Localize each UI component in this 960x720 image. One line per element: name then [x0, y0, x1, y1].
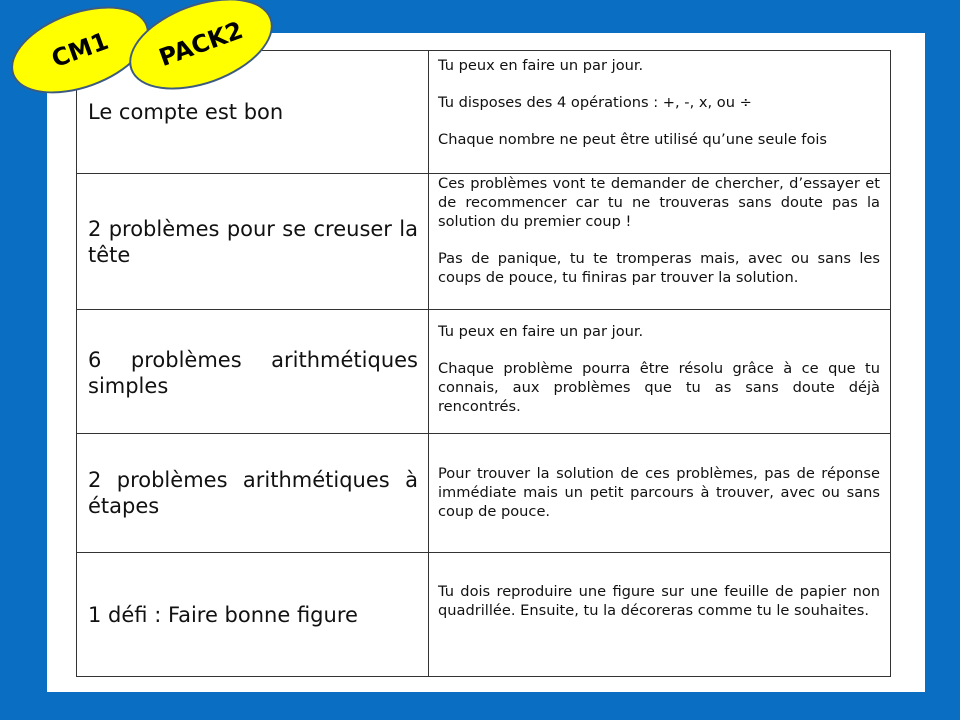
description-paragraph: Tu disposes des 4 opérations : +, -, x, ou ÷: [438, 94, 752, 111]
description-paragraph: Tu dois reproduire une figure sur une feuille de papier non quadrillée. Ensuite, tu la décoreras comme tu le souhaites.: [438, 583, 880, 619]
row-description: [429, 51, 891, 174]
description-paragraph: Tu peux en faire un par jour.: [438, 323, 644, 340]
description-paragraph: Pour trouver la solution de ces problèmes, pas de réponse immédiate mais un petit parcours à trouver, avec ou sans coup de pouce.: [438, 465, 880, 520]
row-title: 6 problèmes arithmétiques simples: [77, 310, 429, 434]
table-row: [77, 553, 891, 677]
pack-badge-label: PACK2: [155, 15, 247, 73]
description-paragraph: Tu peux en faire un par jour.: [438, 57, 644, 74]
table-row: [77, 310, 891, 434]
level-badge-label: CM1: [47, 26, 113, 74]
table-row: [77, 434, 891, 553]
description-paragraph: Ces problèmes vont te demander de chercher, d’essayer et de recommencer car tu ne trouveras sans doute pas la solution du premier coup !: [438, 175, 880, 230]
activities-table: [76, 50, 891, 677]
row-title: 1 défi : Faire bonne figure: [77, 553, 429, 677]
row-description: [429, 310, 891, 434]
row-description: [429, 174, 891, 310]
row-description: [429, 434, 891, 553]
row-title: Le compte est bon: [77, 51, 429, 174]
description-paragraph: Pas de panique, tu te tromperas mais, avec ou sans les coups de pouce, tu finiras par trouver la solution.: [438, 250, 880, 286]
row-title: 2 problèmes pour se creuser la tête: [77, 174, 429, 310]
row-title: 2 problèmes arithmétiques à étapes: [77, 434, 429, 553]
table-row: [77, 174, 891, 310]
row-description: [429, 553, 891, 677]
description-paragraph: Chaque problème pourra être résolu grâce à ce que tu connais, aux problèmes que tu as sans doute déjà rencontrés.: [438, 360, 880, 415]
description-paragraph: Chaque nombre ne peut être utilisé qu’une seule fois: [438, 131, 828, 148]
